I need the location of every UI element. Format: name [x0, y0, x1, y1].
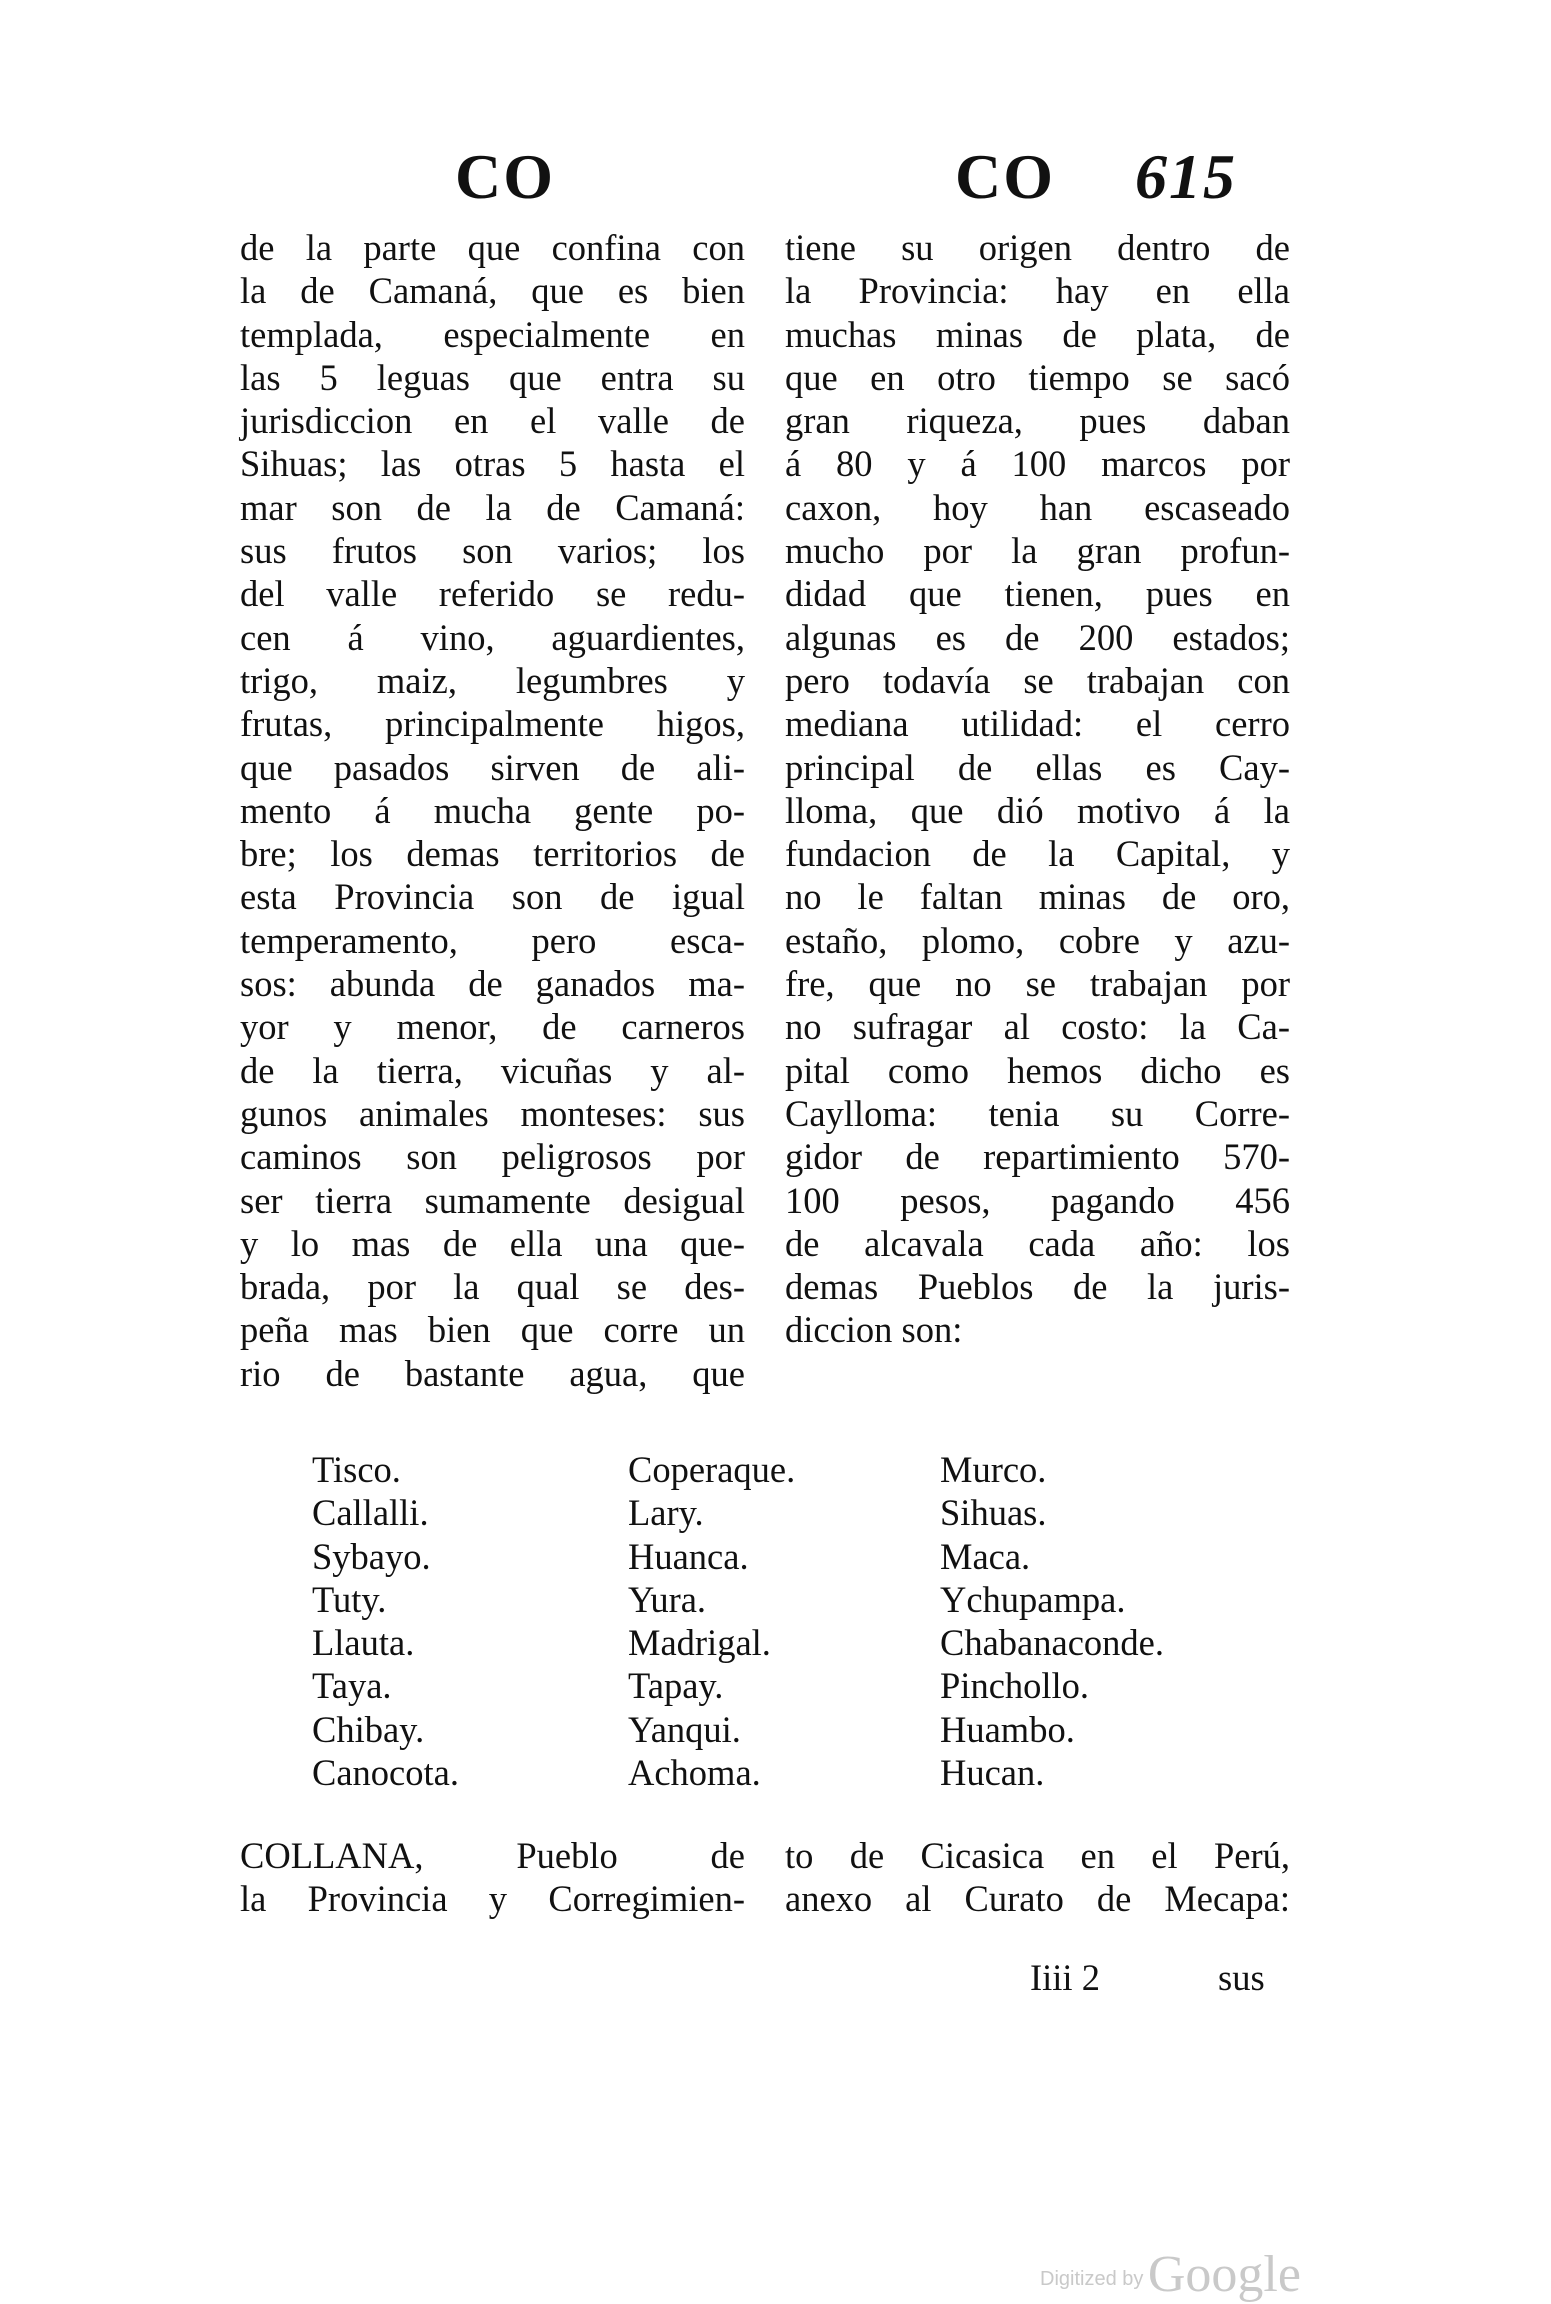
text-line: de alcavala cada año: los: [785, 1222, 1290, 1264]
text-line: peña mas bien que corre un: [240, 1309, 745, 1351]
text-line: fre, que no se trabajan por: [785, 963, 1290, 1005]
text-line: las 5 leguas que entra su: [240, 356, 745, 398]
text-line: caxon, hoy han escaseado: [785, 486, 1290, 528]
text-line: esta Provincia son de igual: [240, 876, 745, 918]
text-line: diccion son:: [785, 1309, 963, 1351]
digitization-watermark: [1040, 2245, 1301, 2304]
text-line: del valle referido se redu-: [240, 573, 745, 615]
text-line: Caylloma: tenia su Corre-: [785, 1092, 1290, 1134]
pueblo-name: Tuty.: [312, 1578, 387, 1620]
text-line: didad que tienen, pues en: [785, 573, 1290, 615]
text-line: mucho por la gran profun-: [785, 530, 1290, 572]
pueblo-name: Ychupampa.: [940, 1578, 1126, 1620]
text-line: gidor de repartimiento 570-: [785, 1136, 1290, 1178]
pueblos-list-col-3: [940, 1448, 1164, 1794]
text-line: estaño, plomo, cobre y azu-: [785, 919, 1290, 961]
watermark-prefix: Digitized by: [1040, 2268, 1144, 2290]
pueblo-name: Chabanaconde.: [940, 1622, 1164, 1664]
pueblo-name: Pinchollo.: [940, 1665, 1090, 1707]
google-logo: Google: [1147, 2246, 1301, 2303]
text-line: y lo mas de ella una que-: [240, 1222, 745, 1264]
pueblo-name: Sybayo.: [312, 1535, 431, 1577]
left-text-column: [240, 226, 745, 1395]
running-head-left: CO: [455, 141, 555, 212]
pueblo-name: Huanca.: [628, 1535, 749, 1577]
text-line: trigo, maiz, legumbres y: [240, 659, 745, 701]
entry-line: anexo al Curato de Mecapa:: [785, 1878, 1290, 1920]
text-line: de la tierra, vicuñas y al-: [240, 1049, 745, 1091]
text-line: caminos son peligrosos por: [240, 1136, 745, 1178]
pueblo-name: Chibay.: [312, 1708, 425, 1750]
text-line: sos: abunda de ganados ma-: [240, 963, 745, 1005]
entry-collana-right: [785, 1834, 1290, 1921]
text-line: que pasados sirven de ali-: [240, 746, 745, 788]
text-line: lloma, que dió motivo á la: [785, 789, 1290, 831]
text-line: pero todavía se trabajan con: [785, 659, 1290, 701]
text-line: mar son de la de Camaná:: [240, 486, 745, 528]
pueblo-name: Lary.: [628, 1492, 704, 1534]
text-line: gran riqueza, pues daban: [785, 400, 1290, 442]
text-line: Sihuas; las otras 5 hasta el: [240, 443, 745, 485]
text-line: rio de bastante agua, que: [240, 1352, 745, 1394]
pueblo-name: Sihuas.: [940, 1492, 1047, 1534]
text-line: frutas, principalmente higos,: [240, 703, 745, 745]
text-line: que en otro tiempo se sacó: [785, 356, 1290, 398]
text-line: sus frutos son varios; los: [240, 530, 745, 572]
text-line: demas Pueblos de la juris-: [785, 1266, 1290, 1308]
entry-collana-left: [240, 1834, 745, 1921]
text-line: brada, por la qual se des-: [240, 1266, 745, 1308]
text-line: de la parte que confina con: [240, 227, 745, 268]
text-line: algunas es de 200 estados;: [785, 616, 1290, 658]
pueblo-name: Tapay.: [628, 1665, 724, 1707]
text-line: mento á mucha gente po-: [240, 789, 745, 831]
entry-line: to de Cicasica en el Perú,: [785, 1835, 1290, 1876]
right-text-column: [785, 226, 1290, 1352]
page-number: 615: [1135, 141, 1237, 212]
text-line: fundacion de la Capital, y: [785, 833, 1290, 875]
catchword: sus: [1218, 1957, 1265, 1998]
text-line: pital como hemos dicho es: [785, 1049, 1290, 1091]
text-line: 100 pesos, pagando 456: [785, 1179, 1290, 1221]
entry-line: COLLANA, Pueblo de: [240, 1835, 745, 1876]
pueblos-list-col-2: [628, 1448, 795, 1794]
text-line: á 80 y á 100 marcos por: [785, 443, 1290, 485]
text-line: muchas minas de plata, de: [785, 313, 1290, 355]
pueblo-name: Achoma.: [628, 1752, 761, 1794]
running-head-right: CO: [955, 141, 1055, 212]
signature-mark: Iiii 2: [1030, 1957, 1100, 1998]
entry-line: la Provincia y Corregimien-: [240, 1878, 745, 1920]
pueblos-list-col-1: [312, 1448, 459, 1794]
pueblo-name: Yanqui.: [628, 1708, 741, 1750]
text-line: no sufragar al costo: la Ca-: [785, 1006, 1290, 1048]
text-line: gunos animales monteses: sus: [240, 1092, 745, 1134]
pueblo-name: Madrigal.: [628, 1622, 771, 1664]
pueblo-name: Callalli.: [312, 1492, 429, 1534]
pueblo-name: Maca.: [940, 1535, 1031, 1577]
text-line: no le faltan minas de oro,: [785, 876, 1290, 918]
text-line: templada, especialmente en: [240, 313, 745, 355]
text-line: yor y menor, de carneros: [240, 1006, 745, 1048]
text-line: temperamento, pero esca-: [240, 919, 745, 961]
text-line: ser tierra sumamente desigual: [240, 1179, 745, 1221]
text-line: cen á vino, aguardientes,: [240, 616, 745, 658]
pueblo-name: Canocota.: [312, 1752, 459, 1794]
pueblo-name: Murco.: [940, 1449, 1047, 1490]
pueblo-name: Tisco.: [312, 1449, 401, 1490]
text-line: la de Camaná, que es bien: [240, 270, 745, 312]
pueblo-name: Huambo.: [940, 1708, 1075, 1750]
pueblo-name: Yura.: [628, 1578, 707, 1620]
pueblo-name: Taya.: [312, 1665, 392, 1707]
text-line: bre; los demas territorios de: [240, 833, 745, 875]
pueblo-name: Hucan.: [940, 1752, 1045, 1794]
text-line: mediana utilidad: el cerro: [785, 703, 1290, 745]
text-line: principal de ellas es Cay-: [785, 746, 1290, 788]
text-line: tiene su origen dentro de: [785, 227, 1290, 268]
pueblo-name: Llauta.: [312, 1622, 415, 1664]
text-line: jurisdiccion en el valle de: [240, 400, 745, 442]
pueblo-name: Coperaque.: [628, 1449, 796, 1490]
text-line: la Provincia: hay en ella: [785, 270, 1290, 312]
